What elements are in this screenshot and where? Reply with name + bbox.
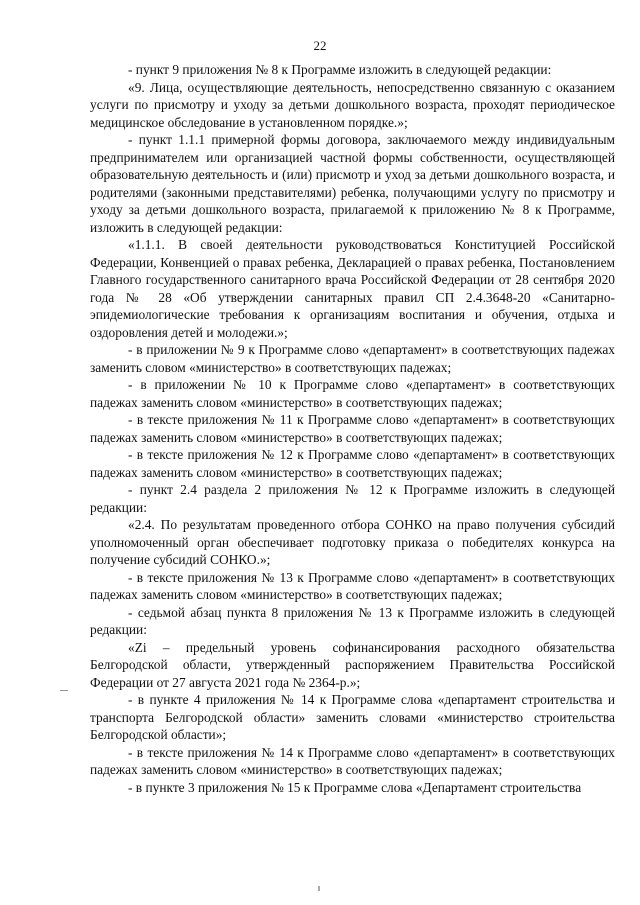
paragraph: - в тексте приложения № 13 к Программе слово «департамент» в соответствующих падежах заменить словом «министерство» в соответствующих падежах; xyxy=(90,569,615,602)
paragraph: - в тексте приложения № 12 к Программе слово «департамент» в соответствующих падежах заменить словом «министерство» в соответствующих падежах; xyxy=(90,447,615,480)
paragraph: - седьмой абзац пункта 8 приложения № 13 к Программе изложить в следующей редакции: xyxy=(90,604,615,637)
paragraph: - в пункте 4 приложения № 14 к Программе слова «департамент строительства и транспорта Белгородской области» заменить словами «министерство строительства Белгородской области»; xyxy=(90,692,615,742)
paragraph: «1.1.1. В своей деятельности руководствоваться Конституцией Российской Федерации, Конвенцией о правах ребенка, Декларацией о правах ребенка, Постановлением Главного государственного санитарного врача Российской Федерации от 28 сентября 2020 года № 28 «Об утверждении санитарных правил СП 2.4.3648-20 «Санитарно-эпидемиологические требования к организациям воспитания и обучения, отдыха и оздоровления детей и молодежи.»; xyxy=(90,237,615,340)
paragraph: - в пункте 3 приложения № 15 к Программе слова «Департамент строительства xyxy=(128,779,582,795)
paragraph: «Zi – предельный уровень софинансирования расходного обязательства Белгородской области, утвержденный распоряжением Правительства Российской Федерации от 27 августа 2021 года № 2364-р.»; xyxy=(90,639,615,690)
paragraph: - пункт 1.1.1 примерной формы договора, заключаемого между индивидуальным предпринимателем или организацией частной формы собственности, осуществляющей образовательную деятельность и (или) присмотр и уход за детьми дошкольного возраста, и родителями (законными представителями) ребенка, получающими услугу по присмотру и уходу за детьми дошкольного возраста, прилагаемой к приложению № 8 к Программе, изложить в следующей редакции: xyxy=(90,132,615,235)
paragraph: «9. Лица, осуществляющие деятельность, непосредственно связанную с оказанием услуги по присмотру и уходу за детьми дошкольного возраста, проходят периодическое медицинское обследование в установленном порядке.»; xyxy=(90,79,615,130)
paragraph: - в тексте приложения № 14 к Программе слово «департамент» в соответствующих падежах заменить словом «министерство» в соответствующих падежах; xyxy=(90,744,615,777)
scan-artifact xyxy=(318,886,320,891)
paragraph: - в приложении № 9 к Программе слово «департамент» в соответствующих падежах заменить словом «министерство» в соответствующих падежах; xyxy=(90,342,615,375)
page-number: 22 xyxy=(313,38,327,53)
paragraph: - пункт 2.4 раздела 2 приложения № 12 к Программе изложить в следующей редакции: xyxy=(90,482,615,515)
paragraph: - пункт 9 приложения № 8 к Программе изложить в следующей редакции: xyxy=(128,62,552,77)
paragraph: «2.4. По результатам проведенного отбора СОНКО на право получения субсидий уполномоченный орган обеспечивает подготовку приказа о победителях конкурса на получение субсидий СОНКО.»; xyxy=(90,517,615,567)
paragraph: - в тексте приложения № 11 к Программе слово «департамент» в соответствующих падежах заменить словом «министерство» в соответствующих падежах; xyxy=(90,412,615,445)
paragraph: - в приложении № 10 к Программе слово «департамент» в соответствующих падежах заменить словом «министерство» в соответствующих падежах; xyxy=(90,377,615,410)
margin-mark xyxy=(60,690,68,691)
document-body xyxy=(90,61,615,796)
